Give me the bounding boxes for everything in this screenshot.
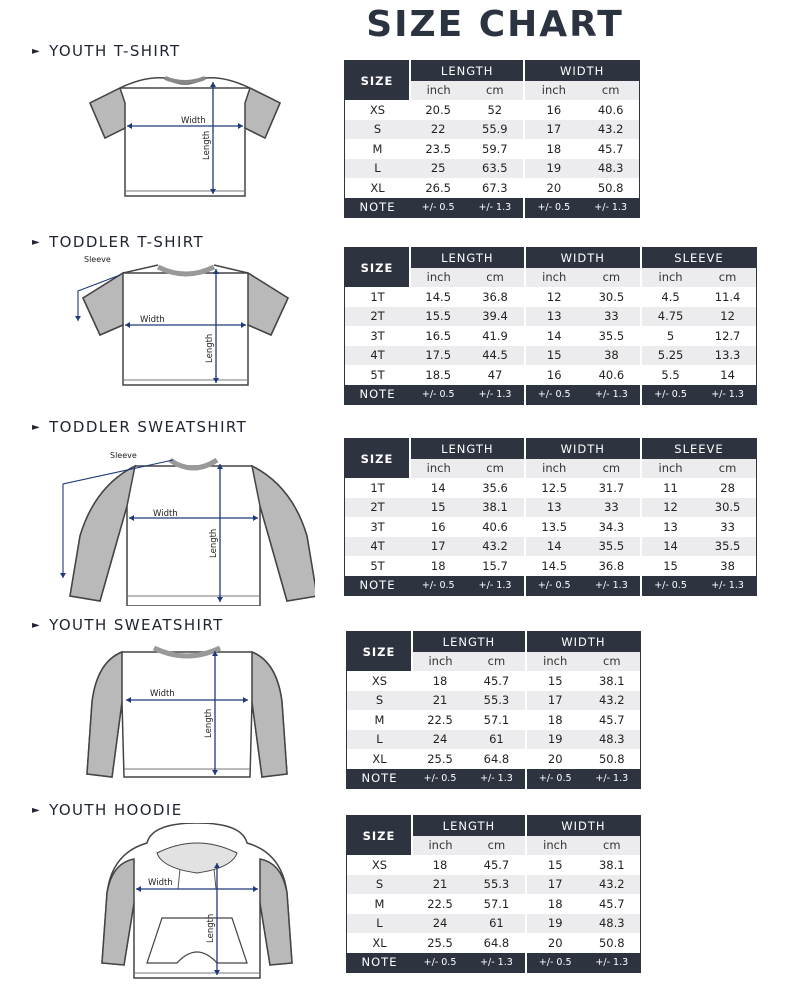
size-cell: M: [347, 710, 413, 730]
size-cell: XL: [347, 749, 413, 769]
unit-cell: cm: [466, 81, 524, 101]
triangle-bullet-icon: ►: [32, 422, 42, 433]
value-cell: 12.7: [699, 326, 756, 346]
unit-cell: cm: [699, 459, 756, 479]
size-cell: L: [345, 159, 411, 179]
size-cell: 3T: [345, 517, 411, 537]
value-cell: 26.5: [410, 178, 466, 198]
value-cell: 14.5: [525, 556, 583, 576]
value-cell: 12: [699, 307, 756, 327]
value-cell: 15: [410, 498, 466, 518]
value-cell: 45.7: [584, 894, 641, 914]
size-cell: 2T: [345, 307, 411, 327]
table-row: [345, 365, 757, 385]
size-cell: XL: [345, 178, 411, 198]
table-row: [345, 517, 757, 537]
table-row: [345, 307, 757, 327]
value-cell: 16: [525, 365, 583, 385]
unit-cell: inch: [641, 268, 699, 288]
value-cell: 16: [410, 517, 466, 537]
unit-cell: cm: [466, 459, 524, 479]
size-header: SIZE: [345, 61, 411, 101]
size-cell: 4T: [345, 346, 411, 366]
length-label: Length: [209, 528, 219, 558]
table-row: [345, 498, 757, 518]
value-cell: 20: [526, 933, 584, 953]
value-cell: 18: [410, 556, 466, 576]
note-label: NOTE: [345, 385, 411, 405]
width-header: WIDTH: [526, 632, 641, 652]
tolerance-cell: +/- 1.3: [584, 953, 641, 973]
value-cell: 12: [641, 498, 699, 518]
toddler-tshirt-illustration: [68, 253, 298, 413]
table-row: [345, 139, 640, 159]
size-cell: M: [347, 894, 413, 914]
unit-cell: cm: [584, 652, 641, 672]
value-cell: 19: [526, 914, 584, 934]
unit-cell: inch: [410, 268, 466, 288]
tolerance-cell: +/- 1.3: [583, 385, 641, 405]
value-cell: 13.3: [699, 346, 756, 366]
unit-cell: inch: [526, 652, 584, 672]
tolerance-cell: +/- 1.3: [468, 769, 526, 789]
value-cell: 18: [526, 710, 584, 730]
table-row: [347, 914, 641, 934]
table-row: [345, 100, 640, 120]
note-row: [347, 769, 641, 789]
table-row: [347, 730, 641, 750]
width-header: WIDTH: [524, 61, 639, 81]
value-cell: 18: [524, 139, 582, 159]
length-label: Length: [204, 708, 214, 738]
value-cell: 17: [524, 120, 582, 140]
tolerance-cell: +/- 0.5: [641, 385, 699, 405]
value-cell: 18: [412, 855, 468, 875]
value-cell: 55.3: [468, 691, 526, 711]
tolerance-cell: +/- 0.5: [410, 576, 466, 596]
value-cell: 13: [525, 498, 583, 518]
table-row: [345, 556, 757, 576]
tolerance-cell: +/- 1.3: [699, 576, 756, 596]
unit-cell: cm: [584, 836, 641, 856]
value-cell: 47: [466, 365, 524, 385]
value-cell: 15: [526, 855, 584, 875]
length-header: LENGTH: [410, 61, 524, 81]
value-cell: 64.8: [468, 933, 526, 953]
length-header: LENGTH: [412, 816, 526, 836]
width-header: WIDTH: [525, 439, 641, 459]
value-cell: 17: [526, 875, 584, 895]
size-cell: 5T: [345, 556, 411, 576]
section-heading: ► TODDLER SWEATSHIRT: [32, 418, 248, 436]
value-cell: 55.3: [468, 875, 526, 895]
width-label: Width: [140, 315, 165, 325]
value-cell: 61: [468, 914, 526, 934]
unit-cell: inch: [641, 459, 699, 479]
table-row: [345, 537, 757, 557]
value-cell: 22: [410, 120, 466, 140]
value-cell: 24: [412, 730, 468, 750]
value-cell: 57.1: [468, 710, 526, 730]
tolerance-cell: +/- 0.5: [410, 198, 466, 218]
value-cell: 48.3: [584, 914, 641, 934]
size-header: SIZE: [347, 632, 413, 672]
value-cell: 40.6: [582, 100, 639, 120]
value-cell: 14.5: [410, 287, 466, 307]
size-header: SIZE: [345, 439, 411, 479]
note-label: NOTE: [347, 769, 413, 789]
value-cell: 5.25: [641, 346, 699, 366]
length-label: Length: [202, 130, 212, 160]
value-cell: 28: [699, 478, 756, 498]
value-cell: 36.8: [583, 556, 641, 576]
value-cell: 22.5: [412, 894, 468, 914]
value-cell: 43.2: [584, 875, 641, 895]
table-row: [345, 159, 640, 179]
value-cell: 17: [410, 537, 466, 557]
table-row: [347, 749, 641, 769]
value-cell: 30.5: [583, 287, 641, 307]
triangle-bullet-icon: ►: [32, 620, 42, 631]
value-cell: 14: [525, 326, 583, 346]
size-table: [346, 815, 641, 973]
value-cell: 67.3: [466, 178, 524, 198]
value-cell: 20: [524, 178, 582, 198]
value-cell: 23.5: [410, 139, 466, 159]
width-header: WIDTH: [525, 248, 641, 268]
tolerance-cell: +/- 0.5: [526, 953, 584, 973]
size-cell: XS: [345, 100, 411, 120]
value-cell: 33: [699, 517, 756, 537]
sleeve-header: SLEEVE: [641, 248, 757, 268]
unit-cell: inch: [410, 459, 466, 479]
width-label: Width: [150, 689, 175, 699]
value-cell: 17: [526, 691, 584, 711]
size-cell: M: [345, 139, 411, 159]
unit-cell: inch: [525, 268, 583, 288]
unit-cell: inch: [412, 652, 468, 672]
value-cell: 5.5: [641, 365, 699, 385]
value-cell: 40.6: [466, 517, 524, 537]
value-cell: 33: [583, 307, 641, 327]
value-cell: 61: [468, 730, 526, 750]
value-cell: 44.5: [466, 346, 524, 366]
value-cell: 50.8: [582, 178, 639, 198]
value-cell: 38: [583, 346, 641, 366]
value-cell: 13: [641, 517, 699, 537]
unit-cell: cm: [468, 652, 526, 672]
value-cell: 13: [525, 307, 583, 327]
size-cell: 1T: [345, 478, 411, 498]
value-cell: 41.9: [466, 326, 524, 346]
table-row: [347, 894, 641, 914]
tolerance-cell: +/- 1.3: [466, 576, 524, 596]
value-cell: 15: [526, 671, 584, 691]
note-row: [345, 385, 757, 405]
value-cell: 38.1: [584, 671, 641, 691]
tolerance-cell: +/- 0.5: [412, 769, 468, 789]
value-cell: 19: [526, 730, 584, 750]
value-cell: 14: [525, 537, 583, 557]
size-cell: L: [347, 914, 413, 934]
size-table: [346, 631, 641, 789]
tolerance-cell: +/- 0.5: [641, 576, 699, 596]
table-row: [345, 287, 757, 307]
table-row: [347, 933, 641, 953]
size-table: [344, 60, 640, 218]
tolerance-cell: +/- 0.5: [412, 953, 468, 973]
sleeve-label: Sleeve: [84, 255, 111, 264]
size-cell: S: [345, 120, 411, 140]
page-title: SIZE CHART: [366, 4, 624, 45]
youth-sweatshirt-illustration: [82, 642, 292, 787]
value-cell: 31.7: [583, 478, 641, 498]
tolerance-cell: +/- 1.3: [583, 576, 641, 596]
value-cell: 21: [412, 875, 468, 895]
unit-cell: inch: [412, 836, 468, 856]
value-cell: 45.7: [582, 139, 639, 159]
width-label: Width: [148, 878, 173, 888]
value-cell: 12: [525, 287, 583, 307]
tolerance-cell: +/- 1.3: [584, 769, 641, 789]
value-cell: 15.5: [410, 307, 466, 327]
note-label: NOTE: [345, 198, 411, 218]
value-cell: 12.5: [525, 478, 583, 498]
value-cell: 18.5: [410, 365, 466, 385]
value-cell: 15: [641, 556, 699, 576]
table-row: [345, 326, 757, 346]
table-row: [347, 691, 641, 711]
value-cell: 19: [524, 159, 582, 179]
size-cell: 4T: [345, 537, 411, 557]
value-cell: 17.5: [410, 346, 466, 366]
table-row: [347, 875, 641, 895]
tolerance-cell: +/- 0.5: [525, 576, 583, 596]
table-row: [347, 671, 641, 691]
value-cell: 39.4: [466, 307, 524, 327]
size-cell: XS: [347, 671, 413, 691]
note-row: [345, 198, 640, 218]
tolerance-cell: +/- 0.5: [524, 198, 582, 218]
section-heading: ► TODDLER T-SHIRT: [32, 233, 205, 251]
value-cell: 35.6: [466, 478, 524, 498]
value-cell: 16.5: [410, 326, 466, 346]
size-cell: S: [347, 875, 413, 895]
length-header: LENGTH: [410, 439, 525, 459]
size-table: [344, 247, 757, 405]
value-cell: 24: [412, 914, 468, 934]
length-header: LENGTH: [410, 248, 525, 268]
value-cell: 43.2: [584, 691, 641, 711]
tolerance-cell: +/- 1.3: [699, 385, 756, 405]
unit-cell: cm: [699, 268, 756, 288]
value-cell: 55.9: [466, 120, 524, 140]
unit-cell: cm: [583, 268, 641, 288]
width-label: Width: [153, 509, 178, 519]
size-header: SIZE: [347, 816, 413, 856]
youth-tshirt-illustration: [85, 68, 285, 228]
size-cell: S: [347, 691, 413, 711]
table-row: [345, 478, 757, 498]
value-cell: 25.5: [412, 749, 468, 769]
value-cell: 13.5: [525, 517, 583, 537]
value-cell: 38.1: [584, 855, 641, 875]
size-cell: XL: [347, 933, 413, 953]
section-heading: ► YOUTH SWEATSHIRT: [32, 616, 224, 634]
tolerance-cell: +/- 0.5: [525, 385, 583, 405]
tolerance-cell: +/- 0.5: [526, 769, 584, 789]
section-heading: ► YOUTH T-SHIRT: [32, 42, 181, 60]
value-cell: 43.2: [466, 537, 524, 557]
value-cell: 38.1: [466, 498, 524, 518]
value-cell: 40.6: [583, 365, 641, 385]
value-cell: 18: [526, 894, 584, 914]
unit-cell: cm: [466, 268, 524, 288]
tolerance-cell: +/- 1.3: [468, 953, 526, 973]
width-header: WIDTH: [526, 816, 641, 836]
sleeve-header: SLEEVE: [641, 439, 757, 459]
value-cell: 48.3: [584, 730, 641, 750]
value-cell: 4.75: [641, 307, 699, 327]
size-cell: 2T: [345, 498, 411, 518]
value-cell: 59.7: [466, 139, 524, 159]
size-cell: XS: [347, 855, 413, 875]
tolerance-cell: +/- 0.5: [410, 385, 466, 405]
value-cell: 63.5: [466, 159, 524, 179]
value-cell: 35.5: [583, 326, 641, 346]
value-cell: 35.5: [699, 537, 756, 557]
unit-cell: inch: [524, 81, 582, 101]
triangle-bullet-icon: ►: [32, 237, 42, 248]
unit-cell: inch: [410, 81, 466, 101]
value-cell: 18: [412, 671, 468, 691]
size-cell: 1T: [345, 287, 411, 307]
value-cell: 15.7: [466, 556, 524, 576]
table-row: [347, 710, 641, 730]
value-cell: 4.5: [641, 287, 699, 307]
value-cell: 36.8: [466, 287, 524, 307]
value-cell: 45.7: [468, 855, 526, 875]
value-cell: 43.2: [582, 120, 639, 140]
value-cell: 11: [641, 478, 699, 498]
value-cell: 16: [524, 100, 582, 120]
unit-cell: cm: [468, 836, 526, 856]
unit-cell: cm: [583, 459, 641, 479]
toddler-sweatshirt-illustration: [55, 446, 315, 606]
note-row: [347, 953, 641, 973]
table-row: [347, 855, 641, 875]
value-cell: 33: [583, 498, 641, 518]
tolerance-cell: +/- 1.3: [466, 198, 524, 218]
value-cell: 25.5: [412, 933, 468, 953]
value-cell: 5: [641, 326, 699, 346]
value-cell: 64.8: [468, 749, 526, 769]
table-row: [345, 346, 757, 366]
value-cell: 34.3: [583, 517, 641, 537]
length-label: Length: [206, 913, 216, 943]
value-cell: 20: [526, 749, 584, 769]
width-label: Width: [181, 116, 206, 126]
triangle-bullet-icon: ►: [32, 805, 42, 816]
triangle-bullet-icon: ►: [32, 46, 42, 57]
value-cell: 14: [641, 537, 699, 557]
table-row: [345, 120, 640, 140]
sleeve-label: Sleeve: [110, 451, 137, 460]
value-cell: 50.8: [584, 933, 641, 953]
size-cell: 5T: [345, 365, 411, 385]
size-header: SIZE: [345, 248, 411, 288]
value-cell: 25: [410, 159, 466, 179]
value-cell: 15: [525, 346, 583, 366]
value-cell: 45.7: [584, 710, 641, 730]
value-cell: 52: [466, 100, 524, 120]
unit-cell: cm: [582, 81, 639, 101]
value-cell: 35.5: [583, 537, 641, 557]
value-cell: 57.1: [468, 894, 526, 914]
value-cell: 14: [410, 478, 466, 498]
note-label: NOTE: [345, 576, 411, 596]
size-table: [344, 438, 757, 596]
table-row: [345, 178, 640, 198]
value-cell: 20.5: [410, 100, 466, 120]
youth-hoodie-illustration: [92, 823, 302, 983]
value-cell: 45.7: [468, 671, 526, 691]
value-cell: 21: [412, 691, 468, 711]
value-cell: 14: [699, 365, 756, 385]
tolerance-cell: +/- 1.3: [582, 198, 639, 218]
value-cell: 48.3: [582, 159, 639, 179]
tolerance-cell: +/- 1.3: [466, 385, 524, 405]
unit-cell: inch: [526, 836, 584, 856]
note-label: NOTE: [347, 953, 413, 973]
note-row: [345, 576, 757, 596]
value-cell: 11.4: [699, 287, 756, 307]
value-cell: 22.5: [412, 710, 468, 730]
length-header: LENGTH: [412, 632, 526, 652]
length-label: Length: [205, 333, 215, 363]
section-heading: ► YOUTH HOODIE: [32, 801, 183, 819]
size-cell: L: [347, 730, 413, 750]
size-cell: 3T: [345, 326, 411, 346]
value-cell: 30.5: [699, 498, 756, 518]
unit-cell: inch: [525, 459, 583, 479]
value-cell: 38: [699, 556, 756, 576]
value-cell: 50.8: [584, 749, 641, 769]
